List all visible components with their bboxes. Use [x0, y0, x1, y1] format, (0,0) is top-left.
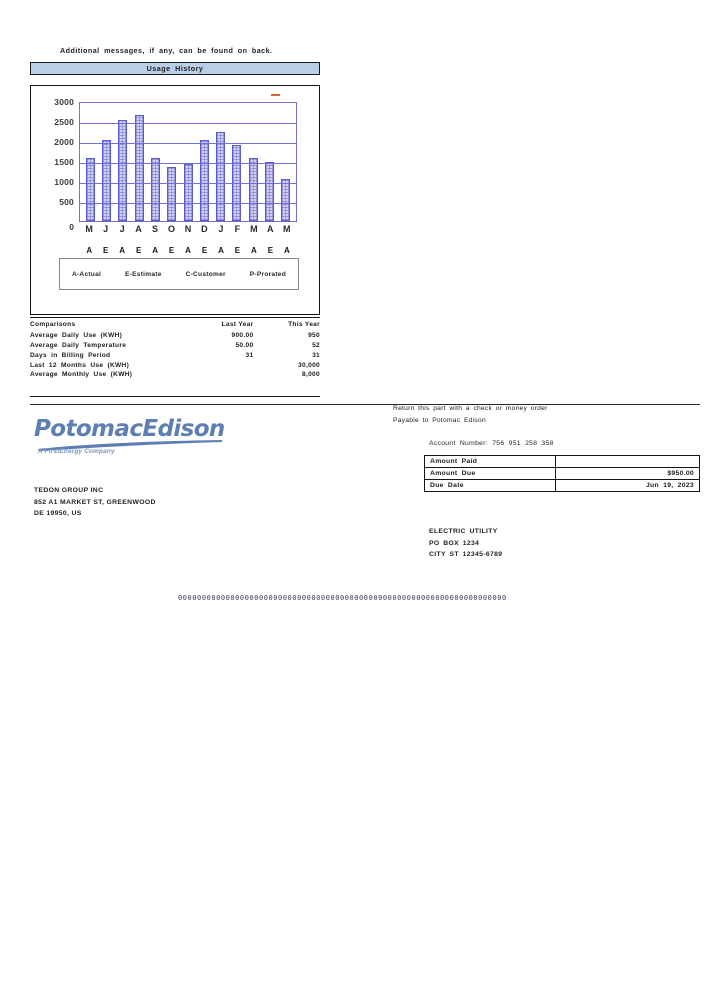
chart-x-axis	[79, 224, 297, 234]
chart-bar	[216, 132, 225, 221]
comparisons-row-label: Last 12 Months Use (KWH)	[30, 361, 130, 369]
chart-gridline	[80, 183, 296, 184]
chart-legend	[59, 258, 299, 290]
chart-y-tick-zero: 0	[69, 222, 74, 232]
chart-x-tick: D	[201, 224, 208, 234]
chart-read-code: E	[103, 246, 109, 255]
chart-bar	[151, 158, 160, 221]
payment-row	[425, 480, 700, 492]
chart-read-code: A	[218, 246, 224, 255]
chart-marker-dash	[271, 94, 280, 96]
chart-gridline	[80, 143, 296, 144]
comparisons-table	[30, 320, 320, 380]
stub-instructions	[393, 403, 548, 426]
account-number-value: 756 951 258 358	[492, 440, 554, 447]
remittance-address-block	[429, 526, 502, 561]
comparisons-row-this-year: 950	[308, 332, 320, 340]
chart-plot-wrapper	[39, 97, 313, 257]
chart-bar	[86, 158, 95, 221]
chart-x-tick: S	[152, 224, 159, 234]
chart-bar	[102, 140, 111, 221]
payment-row	[425, 456, 700, 468]
additional-message-text: Additional messages, if any, can be found on back.	[60, 46, 273, 55]
payment-row-label: Amount Due	[425, 468, 556, 480]
chart-x-tick: M	[283, 224, 291, 234]
payment-row-label: Amount Paid	[425, 456, 556, 468]
chart-y-tick: 2500	[54, 117, 74, 127]
chart-bar	[135, 115, 144, 221]
chart-bar	[118, 120, 127, 221]
comparisons-row-last-year: 900.00	[231, 332, 254, 340]
chart-x-tick: J	[119, 224, 125, 234]
chart-bar	[184, 164, 193, 221]
chart-read-code: E	[234, 246, 241, 255]
comparisons-header-label: Comparisons	[30, 321, 76, 329]
customer-address-block	[34, 485, 156, 520]
comparisons-row	[30, 350, 320, 360]
customer-name: TEDON GROUP INC	[34, 487, 104, 494]
comparisons-row-this-year: 30,000	[298, 361, 320, 369]
chart-gridline	[80, 163, 296, 164]
remit-pobox: PO BOX 1234	[429, 539, 480, 547]
chart-legend-item: P-Prorated	[249, 270, 286, 278]
chart-y-tick: 3000	[54, 97, 74, 107]
comparisons-header-row	[30, 320, 320, 331]
chart-read-code: A	[251, 246, 257, 255]
chart-legend-item: E-Estimate	[125, 270, 162, 278]
account-number-label: Account Number:	[429, 440, 489, 447]
comparisons-row	[30, 341, 320, 351]
comparisons-rule-bottom	[30, 396, 320, 397]
comparisons-rule-top	[30, 317, 320, 318]
chart-read-code: A	[86, 246, 93, 255]
chart-y-tick: 500	[59, 197, 74, 207]
comparisons-row-last-year	[187, 370, 259, 380]
chart-read-code: E	[201, 246, 208, 255]
chart-y-tick: 2000	[54, 137, 74, 147]
chart-read-code: A	[185, 246, 191, 255]
comparisons-row-label: Average Monthly Use (KWH)	[30, 371, 133, 379]
customer-city-state: DE 19950, US	[34, 510, 82, 517]
chart-y-tick: 1500	[54, 157, 74, 167]
chart-bar	[249, 158, 258, 221]
usage-history-chart	[30, 85, 320, 315]
comparisons-header-last-year: Last Year	[221, 321, 254, 329]
chart-gridline	[80, 123, 296, 124]
logo-tagline: A FirstEnergy Company	[38, 448, 115, 455]
comparisons-row-this-year: 8,000	[301, 371, 320, 379]
chart-read-code: E	[168, 246, 175, 255]
comparisons-row-last-year: 50.00	[235, 342, 254, 350]
remit-company: ELECTRIC UTILITY	[429, 528, 498, 535]
chart-x-tick: O	[167, 224, 176, 234]
comparisons-row	[30, 360, 320, 370]
chart-y-axis	[39, 97, 77, 222]
company-logo	[34, 418, 234, 463]
payment-row-value[interactable]	[556, 456, 700, 468]
chart-bar	[281, 179, 290, 221]
usage-history-title: Usage History	[146, 64, 204, 73]
chart-x-tick: J	[218, 224, 224, 234]
comparisons-header-this-year: This Year	[288, 321, 320, 329]
chart-read-code: E	[135, 246, 142, 255]
comparisons-row-last-year: 31	[245, 351, 254, 359]
payment-summary-table	[424, 455, 700, 492]
chart-bar	[167, 167, 176, 221]
payment-row-value: $950.00	[556, 468, 700, 480]
chart-y-tick: 1000	[54, 177, 74, 187]
chart-x-tick: A	[267, 224, 274, 234]
comparisons-row-label: Average Daily Use (KWH)	[30, 332, 123, 340]
ocr-scanline: 000000000000000000000000000000000000000000000000000000000000000000000	[178, 594, 507, 602]
chart-read-code: A	[119, 246, 126, 255]
stub-instruction-line-2: Payable to Potomac Edison	[393, 416, 486, 424]
customer-street: 852 A1 MARKET ST, GREENWOOD	[34, 498, 156, 506]
chart-legend-item: C-Customer	[185, 270, 226, 278]
account-number-line	[429, 440, 554, 447]
chart-plot-area	[79, 102, 297, 222]
payment-row	[425, 468, 700, 480]
comparisons-row-label: Average Daily Temperature	[30, 342, 127, 350]
chart-x-tick: M	[250, 224, 258, 234]
comparisons-row-last-year	[187, 360, 259, 370]
payment-row-value: Jun 19, 2023	[556, 480, 700, 492]
remit-city-state-zip: CITY ST 12345-6789	[429, 551, 503, 558]
chart-read-code: A	[152, 246, 158, 255]
usage-history-banner	[30, 62, 320, 75]
chart-x-tick: M	[85, 224, 94, 234]
chart-read-code: E	[267, 246, 274, 255]
comparisons-row	[30, 370, 320, 380]
stub-divider	[30, 404, 700, 405]
chart-bar	[200, 140, 209, 221]
chart-bar	[265, 162, 274, 221]
chart-x-tick: A	[135, 224, 142, 234]
stub-instruction-line-1: Return this part with a check or money order	[393, 405, 548, 412]
chart-x-tick: F	[234, 224, 241, 234]
chart-gridline	[80, 203, 296, 204]
chart-legend-item: A-Actual	[71, 270, 102, 278]
chart-x-tick: N	[184, 224, 192, 234]
comparisons-row	[30, 331, 320, 341]
comparisons-row-label: Days in Billing Period	[30, 351, 111, 359]
chart-x-tick: J	[103, 224, 109, 234]
payment-row-label: Due Date	[425, 480, 556, 492]
comparisons-row-this-year: 31	[312, 351, 320, 359]
logo-wordmark: PotomacEdison	[34, 416, 225, 442]
comparisons-row-this-year: 52	[312, 342, 320, 350]
chart-read-code: A	[283, 246, 290, 255]
chart-read-code-row	[79, 244, 297, 257]
